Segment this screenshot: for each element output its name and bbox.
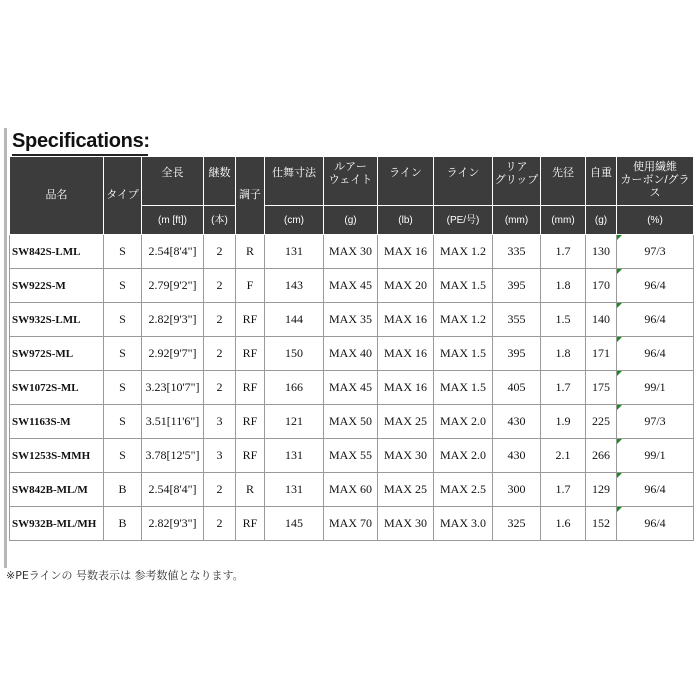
cell-grip: 335 [493,235,541,269]
cell-weight: 130 [586,235,617,269]
cell-action: F [236,269,265,303]
cell-line-lb: MAX 25 [378,473,434,507]
cell-type: S [104,337,142,371]
cell-weight: 266 [586,439,617,473]
cell-transport: 131 [265,473,324,507]
cell-length: 2.82[9'3"] [142,303,204,337]
corner-marker-icon [617,371,622,376]
cell-type: B [104,507,142,541]
corner-marker-icon [617,337,622,342]
corner-marker-icon [617,405,622,410]
cell-action: RF [236,337,265,371]
cell-transport: 150 [265,337,324,371]
cell-weight: 170 [586,269,617,303]
cell-carbon: 99/1 [617,371,694,405]
col-header-action: 調子 [236,157,265,235]
unit-tip: (mm) [541,206,586,235]
cell-lure: MAX 30 [324,235,378,269]
cell-carbon: 99/1 [617,439,694,473]
cell-tip: 1.7 [541,235,586,269]
cell-grip: 355 [493,303,541,337]
cell-type: S [104,235,142,269]
corner-marker-icon [617,439,622,444]
cell-lure: MAX 45 [324,269,378,303]
cell-tip: 1.7 [541,473,586,507]
cell-weight: 175 [586,371,617,405]
corner-marker-icon [617,269,622,274]
cell-carbon: 96/4 [617,473,694,507]
cell-lure: MAX 60 [324,473,378,507]
left-border-rule [4,128,7,568]
cell-line-lb: MAX 16 [378,371,434,405]
cell-line-pe: MAX 3.0 [434,507,493,541]
cell-pieces: 2 [204,371,236,405]
cell-transport: 144 [265,303,324,337]
col-header-pieces: 継数 [204,157,236,206]
cell-length: 3.78[12'5"] [142,439,204,473]
cell-name: SW972S-ML [10,337,104,371]
grip-label-line1: リア [505,161,528,173]
unit-lure: (g) [324,206,378,235]
cell-name: SW1072S-ML [10,371,104,405]
cell-action: RF [236,405,265,439]
cell-carbon: 97/3 [617,405,694,439]
col-header-tip: 先径 [541,157,586,206]
cell-lure: MAX 45 [324,371,378,405]
cell-grip: 300 [493,473,541,507]
cell-action: RF [236,371,265,405]
corner-marker-icon [617,235,622,240]
cell-name: SW932S-LML [10,303,104,337]
cell-line-lb: MAX 16 [378,303,434,337]
col-header-name: 品名 [10,157,104,235]
cell-pieces: 3 [204,405,236,439]
cell-name: SW1253S-MMH [10,439,104,473]
table-row [10,337,694,371]
corner-marker-icon [617,303,622,308]
cell-type: B [104,473,142,507]
corner-marker-icon [617,507,622,512]
title-box [8,128,694,158]
unit-transport: (cm) [265,206,324,235]
cell-transport: 166 [265,371,324,405]
cell-transport: 131 [265,235,324,269]
cell-weight: 129 [586,473,617,507]
cell-line-pe: MAX 2.0 [434,405,493,439]
spec-title: Specifications: [12,130,150,152]
col-header-transport: 仕舞寸法 [265,157,324,206]
cell-grip: 395 [493,269,541,303]
cell-weight: 140 [586,303,617,337]
carbon-label-line3: ス [649,187,661,199]
cell-action: RF [236,303,265,337]
unit-carbon: (%) [617,206,694,235]
cell-tip: 2.1 [541,439,586,473]
cell-carbon: 96/4 [617,269,694,303]
cell-grip: 430 [493,439,541,473]
cell-line-pe: MAX 2.0 [434,439,493,473]
cell-grip: 395 [493,337,541,371]
cell-length: 3.23[10'7"] [142,371,204,405]
cell-pieces: 2 [204,269,236,303]
cell-line-pe: MAX 1.2 [434,303,493,337]
col-header-type: タイプ [104,157,142,235]
cell-length: 2.54[8'4"] [142,235,204,269]
cell-action: R [236,473,265,507]
cell-pieces: 2 [204,303,236,337]
cell-pieces: 2 [204,507,236,541]
cell-type: S [104,269,142,303]
cell-transport: 145 [265,507,324,541]
cell-type: S [104,303,142,337]
cell-line-lb: MAX 30 [378,439,434,473]
table-row [10,269,694,303]
unit-pieces: (本) [204,206,236,235]
grip-label-line2: グリップ [494,174,539,186]
carbon-label-line1: 使用繊維 [633,161,677,173]
col-header-line-lb: ライン [378,157,434,206]
cell-transport: 121 [265,405,324,439]
cell-name: SW842S-LML [10,235,104,269]
cell-transport: 143 [265,269,324,303]
unit-weight: (g) [586,206,617,235]
col-header-lure [324,157,378,206]
table-row [10,473,694,507]
cell-lure: MAX 35 [324,303,378,337]
cell-weight: 225 [586,405,617,439]
cell-length: 3.51[11'6"] [142,405,204,439]
table-row [10,303,694,337]
corner-marker-icon [617,473,622,478]
cell-tip: 1.9 [541,405,586,439]
cell-lure: MAX 40 [324,337,378,371]
cell-action: RF [236,439,265,473]
spec-table-body [10,235,694,541]
cell-line-lb: MAX 20 [378,269,434,303]
cell-type: S [104,371,142,405]
cell-line-pe: MAX 1.5 [434,371,493,405]
cell-name: SW932B-ML/MH [10,507,104,541]
cell-tip: 1.5 [541,303,586,337]
col-header-length: 全長 [142,157,204,206]
cell-line-pe: MAX 1.5 [434,337,493,371]
footnote: ※PEラインの 号数表示は 参考数値となります。 [6,569,244,582]
cell-pieces: 2 [204,235,236,269]
cell-pieces: 2 [204,473,236,507]
cell-type: S [104,405,142,439]
unit-grip: (mm) [493,206,541,235]
col-header-weight: 自重 [586,157,617,206]
cell-carbon: 96/4 [617,507,694,541]
cell-type: S [104,439,142,473]
table-row [10,371,694,405]
cell-tip: 1.8 [541,269,586,303]
cell-lure: MAX 50 [324,405,378,439]
unit-line-pe: (PE/号) [434,206,493,235]
col-header-grip [493,157,541,206]
col-header-carbon [617,157,694,206]
cell-line-pe: MAX 1.2 [434,235,493,269]
table-row [10,439,694,473]
cell-line-pe: MAX 1.5 [434,269,493,303]
cell-grip: 325 [493,507,541,541]
carbon-label-line2: カーボン/グラ [620,174,690,186]
cell-line-lb: MAX 30 [378,507,434,541]
cell-name: SW1163S-M [10,405,104,439]
cell-grip: 430 [493,405,541,439]
cell-length: 2.92[9'7"] [142,337,204,371]
cell-lure: MAX 55 [324,439,378,473]
cell-name: SW842B-ML/M [10,473,104,507]
cell-action: RF [236,507,265,541]
cell-pieces: 3 [204,439,236,473]
cell-weight: 171 [586,337,617,371]
lure-label-line2: ウェイト [328,174,373,186]
cell-tip: 1.8 [541,337,586,371]
cell-tip: 1.6 [541,507,586,541]
cell-carbon: 97/3 [617,235,694,269]
cell-pieces: 2 [204,337,236,371]
table-row [10,507,694,541]
table-row [10,235,694,269]
header-row-labels [10,157,694,206]
cell-carbon: 96/4 [617,337,694,371]
cell-line-lb: MAX 16 [378,235,434,269]
cell-action: R [236,235,265,269]
spec-table [9,156,694,541]
lure-label-line1: ルアー [334,161,367,173]
unit-length: (m [ft]) [142,206,204,235]
cell-name: SW922S-M [10,269,104,303]
cell-line-lb: MAX 25 [378,405,434,439]
cell-lure: MAX 70 [324,507,378,541]
cell-weight: 152 [586,507,617,541]
cell-length: 2.54[8'4"] [142,473,204,507]
cell-carbon: 96/4 [617,303,694,337]
cell-line-lb: MAX 16 [378,337,434,371]
cell-tip: 1.7 [541,371,586,405]
col-header-line-pe: ライン [434,157,493,206]
cell-transport: 131 [265,439,324,473]
spec-section [4,128,694,568]
unit-line-lb: (lb) [378,206,434,235]
cell-line-pe: MAX 2.5 [434,473,493,507]
table-row [10,405,694,439]
cell-length: 2.82[9'3"] [142,507,204,541]
cell-grip: 405 [493,371,541,405]
cell-length: 2.79[9'2"] [142,269,204,303]
